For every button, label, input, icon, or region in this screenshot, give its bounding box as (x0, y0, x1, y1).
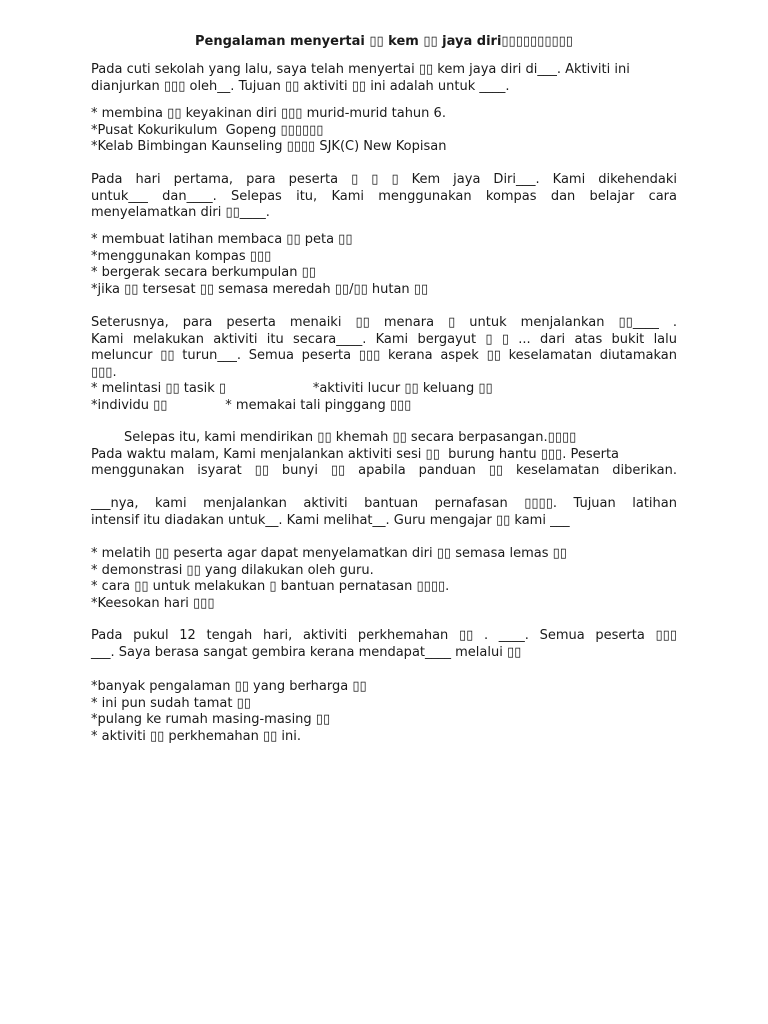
text-line: * melintasi ▯▯ tasik ▯ *aktiviti lucur ▯▯ keluang ▯▯ (91, 381, 493, 396)
text-line: menggunakan isyarat ▯▯ bunyi ▯▯ apabila panduan ▯▯ keselamatan diberikan. (91, 463, 677, 478)
text-line: Kami melakukan aktiviti itu secara____. Kami bergayut ▯ ▯ ... dari atas bukit lalu (91, 331, 677, 347)
paragraph (91, 430, 677, 480)
text-line: Pada cuti sekolah yang lalu, saya telah menyertai ▯▯ kem jaya diri di___. Aktiviti ini (91, 62, 630, 77)
paragraph (91, 106, 677, 156)
text-line: * bergerak secara berkumpulan ▯▯ (91, 265, 316, 280)
paragraph (91, 62, 677, 95)
text-line: *jika ▯▯ tersesat ▯▯ semasa meredah ▯▯/▯▯ hutan ▯▯ (91, 281, 429, 297)
text-line: ▯▯▯. (91, 364, 117, 380)
text-line: Pada waktu malam, Kami menjalankan aktiviti sesi ▯▯ burung hantu ▯▯▯. Peserta (91, 446, 620, 462)
text-line: *Pusat Kokurikulum Gopeng ▯▯▯▯▯▯ (91, 122, 324, 138)
text-line: * membina ▯▯ keyakinan diri ▯▯▯ murid-murid tahun 6. (91, 106, 446, 121)
paragraph (91, 496, 677, 529)
paragraph (91, 679, 677, 745)
text-line: Selepas itu, kami mendirikan ▯▯ khemah ▯▯ secara berpasangan.▯▯▯▯ (91, 430, 577, 445)
text-line: intensif itu diadakan untuk__. Kami melihat__. Guru mengajar ▯▯ kami ___ (91, 512, 570, 528)
paragraph (91, 232, 677, 298)
text-line: ___. Saya berasa sangat gembira kerana mendapat____ melalui ▯▯ (91, 644, 522, 660)
text-line: ___nya, kami menjalankan aktiviti bantuan pernafasan ▯▯▯▯. Tujuan latihan (91, 496, 677, 511)
paragraph (91, 628, 677, 661)
text-line: * melatih ▯▯ peserta agar dapat menyelamatkan diri ▯▯ semasa lemas ▯▯ (91, 546, 567, 561)
text-line: Pada hari pertama, para peserta ▯ ▯ ▯ Kem jaya Diri___. Kami dikehendaki (91, 172, 677, 187)
text-line: *Keesokan hari ▯▯▯ (91, 595, 215, 611)
text-line: *menggunakan kompas ▯▯▯ (91, 248, 272, 264)
paragraph (91, 546, 677, 612)
text-line: *pulang ke rumah masing-masing ▯▯ (91, 712, 331, 727)
paragraph (91, 315, 677, 414)
text-line: dianjurkan ▯▯▯ oleh__. Tujuan ▯▯ aktiviti ▯▯ ini adalah untuk ____. (91, 78, 510, 94)
text-line: Seterusnya, para peserta menaiki ▯▯ menara ▯ untuk menjalankan ▯▯____ . (91, 315, 677, 330)
text-line: * aktiviti ▯▯ perkhemahan ▯▯ ini. (91, 728, 302, 744)
text-line: * membuat latihan membaca ▯▯ peta ▯▯ (91, 232, 353, 247)
text-line: meluncur ▯▯ turun___. Semua peserta ▯▯▯ kerana aspek ▯▯ keselamatan diutamakan (91, 348, 677, 363)
text-line: *individu ▯▯ * memakai tali pinggang ▯▯▯ (91, 397, 412, 413)
text-line: Pada pukul 12 tengah hari, aktiviti perkhemahan ▯▯ . ____. Semua peserta ▯▯▯ (91, 628, 677, 643)
text-line: untuk___ dan____. Selepas itu, Kami menggunakan kompas dan belajar cara (91, 188, 677, 204)
text-line: * cara ▯▯ untuk melakukan ▯ bantuan pernatasan ▯▯▯▯. (91, 579, 450, 594)
text-line: * ini pun sudah tamat ▯▯ (91, 695, 251, 711)
paragraph (91, 172, 677, 222)
text-line: menyelamatkan diri ▯▯____. (91, 205, 270, 220)
text-line: *Kelab Bimbingan Kaunseling ▯▯▯▯ SJK(C) New Kopisan (91, 139, 447, 154)
text-line: *banyak pengalaman ▯▯ yang berharga ▯▯ (91, 679, 367, 694)
text-line: * demonstrasi ▯▯ yang dilakukan oleh guru. (91, 562, 374, 578)
document-title: Pengalaman menyertai ▯▯ kem ▯▯ jaya diri▯▯▯▯▯▯▯▯▯▯ (195, 34, 573, 49)
